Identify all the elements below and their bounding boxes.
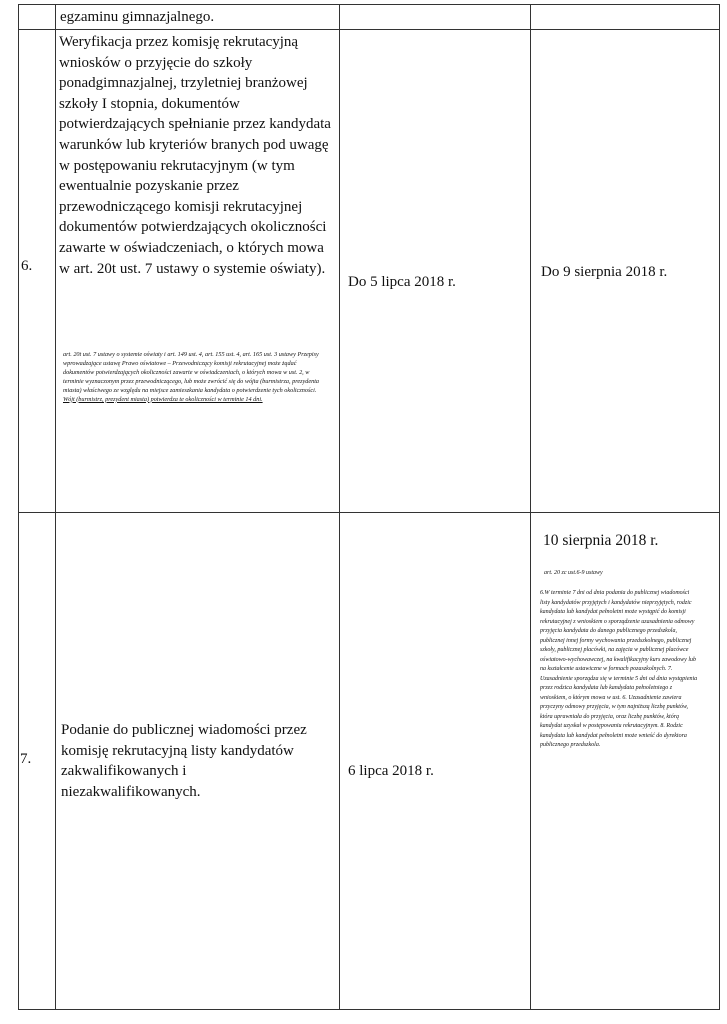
- table-border-top: [18, 4, 720, 5]
- row-6-legal-note: [63, 351, 327, 404]
- table-border-left: [18, 4, 19, 1010]
- row-6-legal-note-text: art. 20t ust. 7 ustawy o systemie oświaty i art. 149 ust. 4, art. 155 ust. 4, art. 165 ust. 3 ustawy Przepisy wprowadzające ustawę Prawo oświatowe – Przewodniczący komisji rekrutacyjnej może żądać dokumentów potwierdzających okoliczności zawarte w oświadczeniach, o których mowa w ust. 2, w terminie wyznaczonym przez przewodniczącego, lub może zwrócić się do wójta (burmistrza, prezydenta miasta) właściwego ze względu na miejsce zamieszkania kandydata o potwierdzenie tych okoliczności.: [63, 351, 320, 394]
- previous-row-task-tail: egzaminu gimnazjalnego.: [60, 9, 215, 25]
- row-7-date-supplementary: 10 sierpnia 2018 r.: [543, 532, 659, 549]
- row-6-task: Weryfikacja przez komisję rekrutacyjną wniosków o przyjęcie do szkoły ponadgimnazjalnej, trzyletniej branżowej szkoły I stopnia, dokumentów potwierdzających spełnianie przez kandydata warunków lub kryteriów branych pod uwagę w postępowaniu rekrutacyjnym (w tym ewentualnie pozyskanie przez przewodniczącego komisji rekrutacyjnej dokumentów potwierdzających okoliczności zawarte w oświadczeniach, o których mowa w art. 20t ust. 7 ustawy o systemie oświaty).: [59, 34, 331, 277]
- row-6-date-main: Do 5 lipca 2018 r.: [348, 274, 456, 290]
- row-divider-prev-6: [18, 29, 720, 30]
- column-divider-1: [55, 4, 56, 1010]
- row-6-legal-note-underlined: Wójt (burmistrz, prezydent miasta) potwierdza te okoliczności w terminie 14 dni.: [63, 395, 263, 403]
- row-6-number: 6.: [21, 258, 33, 274]
- column-divider-2: [339, 4, 340, 1010]
- row-7-number: 7.: [20, 751, 32, 767]
- row-divider-6-7: [18, 512, 720, 513]
- row-6-date-supplementary: Do 9 sierpnia 2018 r.: [541, 264, 668, 280]
- table-border-right: [719, 4, 720, 1010]
- table-border-bottom: [18, 1009, 720, 1010]
- column-divider-3: [530, 4, 531, 1010]
- row-7-task: Podanie do publicznej wiadomości przez komisję rekrutacyjną listy kandydatów zakwalifikowanych i niezakwalifikowanych.: [61, 722, 307, 800]
- row-7-date-main: 6 lipca 2018 r.: [348, 763, 434, 779]
- row-7-supp-reference: art. 20 zc ust.6-9 ustawy: [544, 570, 603, 576]
- row-7-supp-legal-note: 6.W terminie 7 dni od dnia podania do publicznej wiadomości listy kandydatów przyjętych i kandydatów nieprzyjętych, rodzic kandydata lub kandydat pełnoletni może wystąpić do komisji rekrutacyjnej z wnioskiem o sporządzenie uzasadnienia odmowy przyjęcia kandydata do danego publicznego przedszkola, publicznej innej formy wychowania przedszkolnego, publicznej szkoły, publicznej placówki, na zajęcia w publicznej placówce oświatowo-wychowawczej, na kwalifikacyjny kurs zawodowy lub na kształcenie ustawiczne w formach pozaszkolnych. 7. Uzasadnienie sporządza się w terminie 5 dni od dnia wystąpienia przez rodzica kandydata lub kandydata pełnoletniego z wnioskiem, o którym mowa w ust. 6. Uzasadnienie zawiera przyczyny odmowy przyjęcia, w tym najniższą liczbę punktów, która uprawniała do przyjęcia, oraz liczbę punktów, którą kandydat uzyskał w postępowaniu rekrutacyjnym. 8. Rodzic kandydata lub kandydat pełnoletni może wnieść do dyrektora publicznego przedszkola.: [540, 590, 698, 748]
